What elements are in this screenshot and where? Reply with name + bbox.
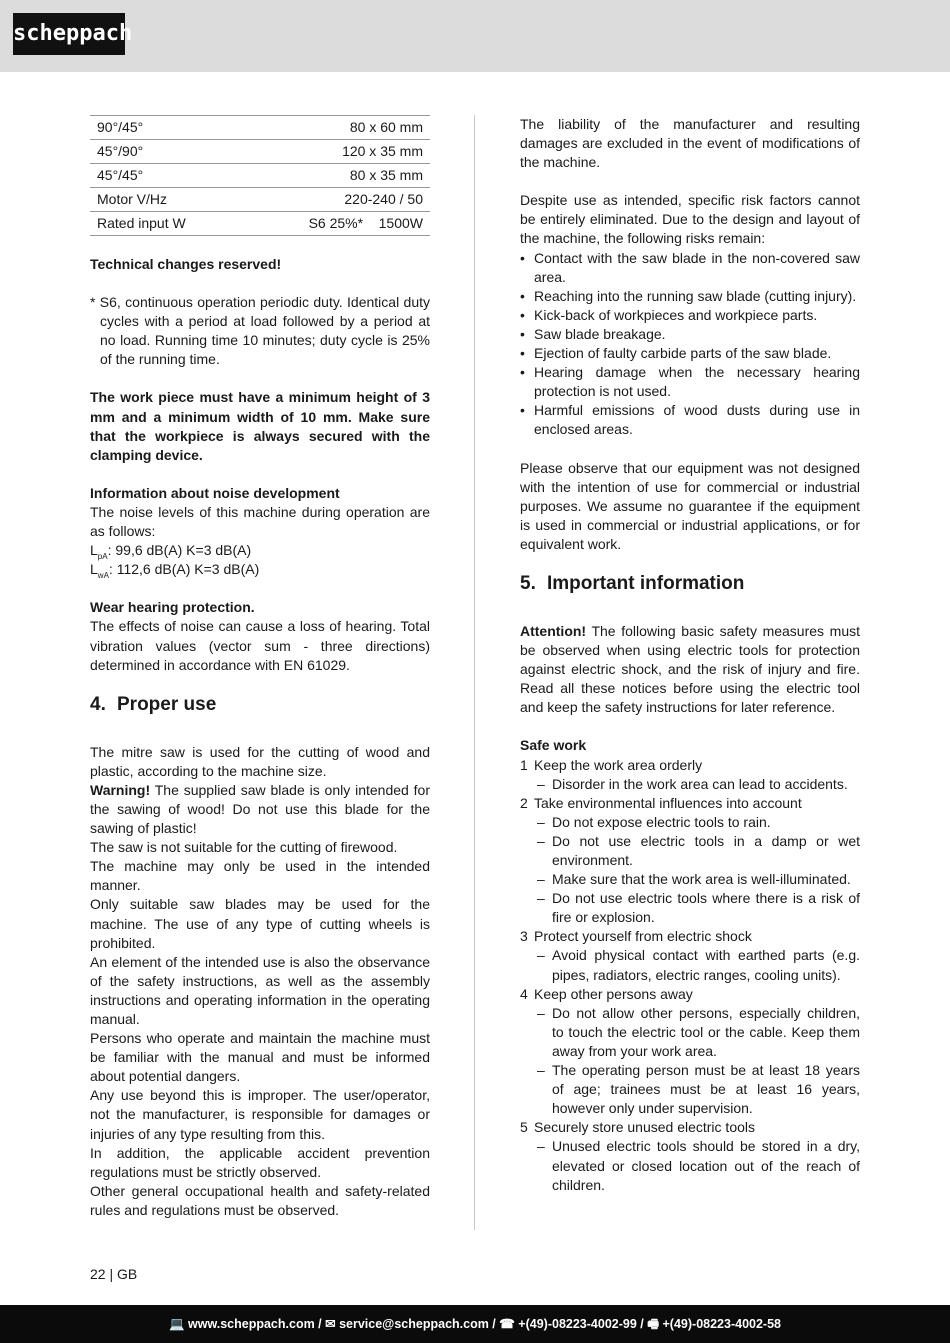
dash-icon: – — [537, 871, 545, 888]
spec-value: 120 x 35 mm — [241, 140, 430, 164]
footnote-s6: * S6, continuous operation periodic duty. Identical duty cycles with a period at load followed by a period at no load. Running time 10 minutes; duty cycle is 25% of the running time. — [90, 294, 430, 368]
use-paragraph-6: An element of the intended use is also the observance of the safety instructions, as well as the assembly instructions and operating information in the operating manual. — [90, 953, 430, 1027]
bullet-icon: • — [520, 287, 525, 304]
fax-number: +(49)-08223-4002-58 — [659, 1317, 781, 1331]
column-divider — [474, 115, 475, 1230]
spec-value: 80 x 35 mm — [241, 164, 430, 188]
noise-heading: Information about noise development — [90, 484, 340, 501]
bullet-icon: • — [520, 249, 525, 266]
spec-value: 220-240 / 50 — [241, 188, 430, 212]
lwa-value-line: $L_{wA}$: 112,6 dB(A) K=3 dB(A) — [90, 561, 260, 581]
spec-row — [90, 140, 430, 164]
bullet-icon: • — [520, 325, 525, 342]
risk-item: • Ejection of faulty carbide parts of the saw blade. — [520, 344, 860, 363]
safe-work-subitem: – Avoid physical contact with earthed parts (e.g. pipes, radiators, electric ranges, cooling units). — [537, 947, 860, 983]
email-link[interactable]: service@scheppach.com / — [335, 1317, 500, 1331]
safe-work-item: 4 Keep other persons away — [520, 985, 693, 1002]
phone-number: +(49)-08223-4002-99 / — [514, 1317, 648, 1331]
use-paragraph-3: The saw is not suitable for the cutting of firewood. — [90, 839, 398, 856]
hearing-heading: Wear hearing protection. — [90, 599, 255, 616]
risk-list — [520, 249, 860, 440]
risk-item: • Harmful emissions of wood dusts during use in enclosed areas. — [520, 402, 860, 438]
safe-work-subitem: – The operating person must be at least 18 years of age; trainees must be at least 16 years, however only under supervision. — [537, 1062, 860, 1117]
safe-work-heading: Safe work — [520, 737, 587, 754]
dash-icon: – — [537, 1062, 545, 1079]
safe-work-subitem: – Do not allow other persons, especially children, to touch the electric tool or the cable. Keep them away from your work area. — [537, 1004, 860, 1059]
safe-work-subitem: – Disorder in the work area can lead to accidents. — [520, 775, 860, 794]
risk-item: • Kick-back of workpieces and workpiece parts. — [520, 306, 860, 325]
spec-row — [90, 116, 430, 140]
use-paragraph-9: In addition, the applicable accident prevention regulations must be strictly observed. — [90, 1144, 430, 1180]
spec-label: 45°/45° — [90, 164, 241, 188]
technical-changes-note: Technical changes reserved! — [90, 256, 282, 272]
safe-work-item: 2 Take environmental influences into account — [520, 794, 802, 811]
spec-row — [90, 188, 430, 212]
noise-text: The noise levels of this machine during operation are as follows: — [90, 503, 430, 540]
use-paragraph-1: The mitre saw is used for the cutting of wood and plastic, according to the machine size. — [90, 743, 430, 779]
dash-icon: – — [537, 832, 545, 849]
safe-work-subitem: – Do not use electric tools where there is a risk of fire or explosion. — [537, 890, 860, 926]
dash-icon: – — [537, 1004, 545, 1021]
dash-icon: – — [537, 890, 545, 907]
use-paragraph-4: The machine may only be used in the intended manner. — [90, 858, 430, 894]
safe-work-subitem: – Make sure that the work area is well-illuminated. — [520, 870, 860, 889]
spec-label: Rated input W — [90, 212, 241, 236]
spec-label: Motor V/Hz — [90, 188, 241, 212]
scheppach-logo: scheppach — [13, 13, 125, 55]
section-4-heading: 4. Proper use — [90, 693, 217, 715]
mail-icon: ✉ — [325, 1317, 336, 1331]
footer-bar — [0, 1305, 950, 1343]
use-paragraph-5: Only suitable saw blades may be used for the machine. The use of any type of cutting wheels is prohibited. — [90, 896, 430, 951]
phone-icon: ☎ — [499, 1317, 515, 1331]
spec-table — [90, 115, 430, 236]
spec-label: 90°/45° — [90, 116, 241, 140]
section-5-heading: 5. Important information — [520, 572, 745, 594]
left-column — [90, 115, 430, 1220]
website-link[interactable]: www.scheppach.com / — [184, 1317, 326, 1331]
spec-row — [90, 212, 430, 236]
liability-paragraph: The liability of the manufacturer and resulting damages are excluded in the event of modifications of the machine. — [520, 116, 860, 171]
spec-value: S6 25%* 1500W — [241, 212, 430, 236]
dash-icon: – — [537, 813, 545, 830]
spec-value: 80 x 60 mm — [241, 116, 430, 140]
risk-item: • Reaching into the running saw blade (cutting injury). — [520, 287, 860, 306]
risk-item: • Saw blade breakage. — [520, 325, 860, 344]
lpa-value-line: $L_{pA}$: 99,6 dB(A) K=3 dB(A) — [90, 542, 252, 561]
spec-row — [90, 164, 430, 188]
spec-label: 45°/90° — [90, 140, 241, 164]
commercial-use-paragraph: Please observe that our equipment was not designed with the intention of use for commercial or industrial purposes. We assume no guarantee if the equipment is used in commercial or industrial applications, or for equivalent work. — [520, 459, 860, 552]
bullet-icon: • — [520, 345, 525, 362]
attention-paragraph: Attention! The following basic safety measures must be observed when using electric tools for protection against electric shock, and the risk of injury and fire. Read all these notices before using the electric tool and keep the safety instructions for later reference. — [520, 622, 860, 716]
dash-icon: – — [537, 1138, 545, 1155]
bullet-icon: • — [520, 364, 525, 381]
use-warning-paragraph: Warning! The supplied saw blade is only intended for the sawing of wood! Do not use this blade for the sawing of plastic! — [90, 781, 430, 837]
safe-work-item: 1 Keep the work area orderly — [520, 756, 703, 773]
use-paragraph-10: Other general occupational health and safety-related rules and regulations must be observed. — [90, 1182, 430, 1218]
page-number: 22 | GB — [90, 1266, 138, 1282]
dash-icon: – — [537, 947, 545, 964]
use-paragraph-7: Persons who operate and maintain the machine must be familiar with the manual and must be informed about potential dangers. — [90, 1030, 430, 1085]
computer-icon: 💻 — [168, 1317, 185, 1331]
risk-item: • Contact with the saw blade in the non-covered saw area. — [520, 249, 860, 285]
risk-intro: Despite use as intended, specific risk factors cannot be entirely eliminated. Due to the design and layout of the machine, the following risks remain: — [520, 192, 860, 247]
workpiece-warning: The work piece must have a minimum height of 3 mm and a minimum width of 10 mm. Make sure that the workpiece is always secured with the clamping device. — [90, 389, 430, 463]
safe-work-item: 3 Protect yourself from electric shock — [520, 928, 752, 945]
risk-item: • Hearing damage when the necessary hearing protection is not used. — [520, 364, 860, 400]
dash-icon: – — [537, 775, 545, 792]
safe-work-subitem: – Do not use electric tools in a damp or wet environment. — [537, 832, 860, 868]
bullet-icon: • — [520, 402, 525, 419]
hearing-text: The effects of noise can cause a loss of hearing. Total vibration values (vector sum - three directions) determined in accordance with EN 61029. — [90, 618, 430, 673]
fax-icon: 🖷 — [647, 1317, 660, 1331]
use-paragraph-8: Any use beyond this is improper. The user/operator, not the manufacturer, is responsible for damages or injuries of any type resulting from this. — [90, 1087, 430, 1142]
bullet-icon: • — [520, 306, 525, 323]
safe-work-list — [520, 756, 860, 1195]
right-column — [520, 115, 860, 1195]
safe-work-subitem: – Unused electric tools should be stored in a dry, elevated or closed location out of the reach of children. — [537, 1138, 860, 1193]
header-bar — [0, 0, 950, 72]
safe-work-item: 5 Securely store unused electric tools — [520, 1119, 755, 1136]
safe-work-subitem: – Do not expose electric tools to rain. — [520, 813, 860, 832]
